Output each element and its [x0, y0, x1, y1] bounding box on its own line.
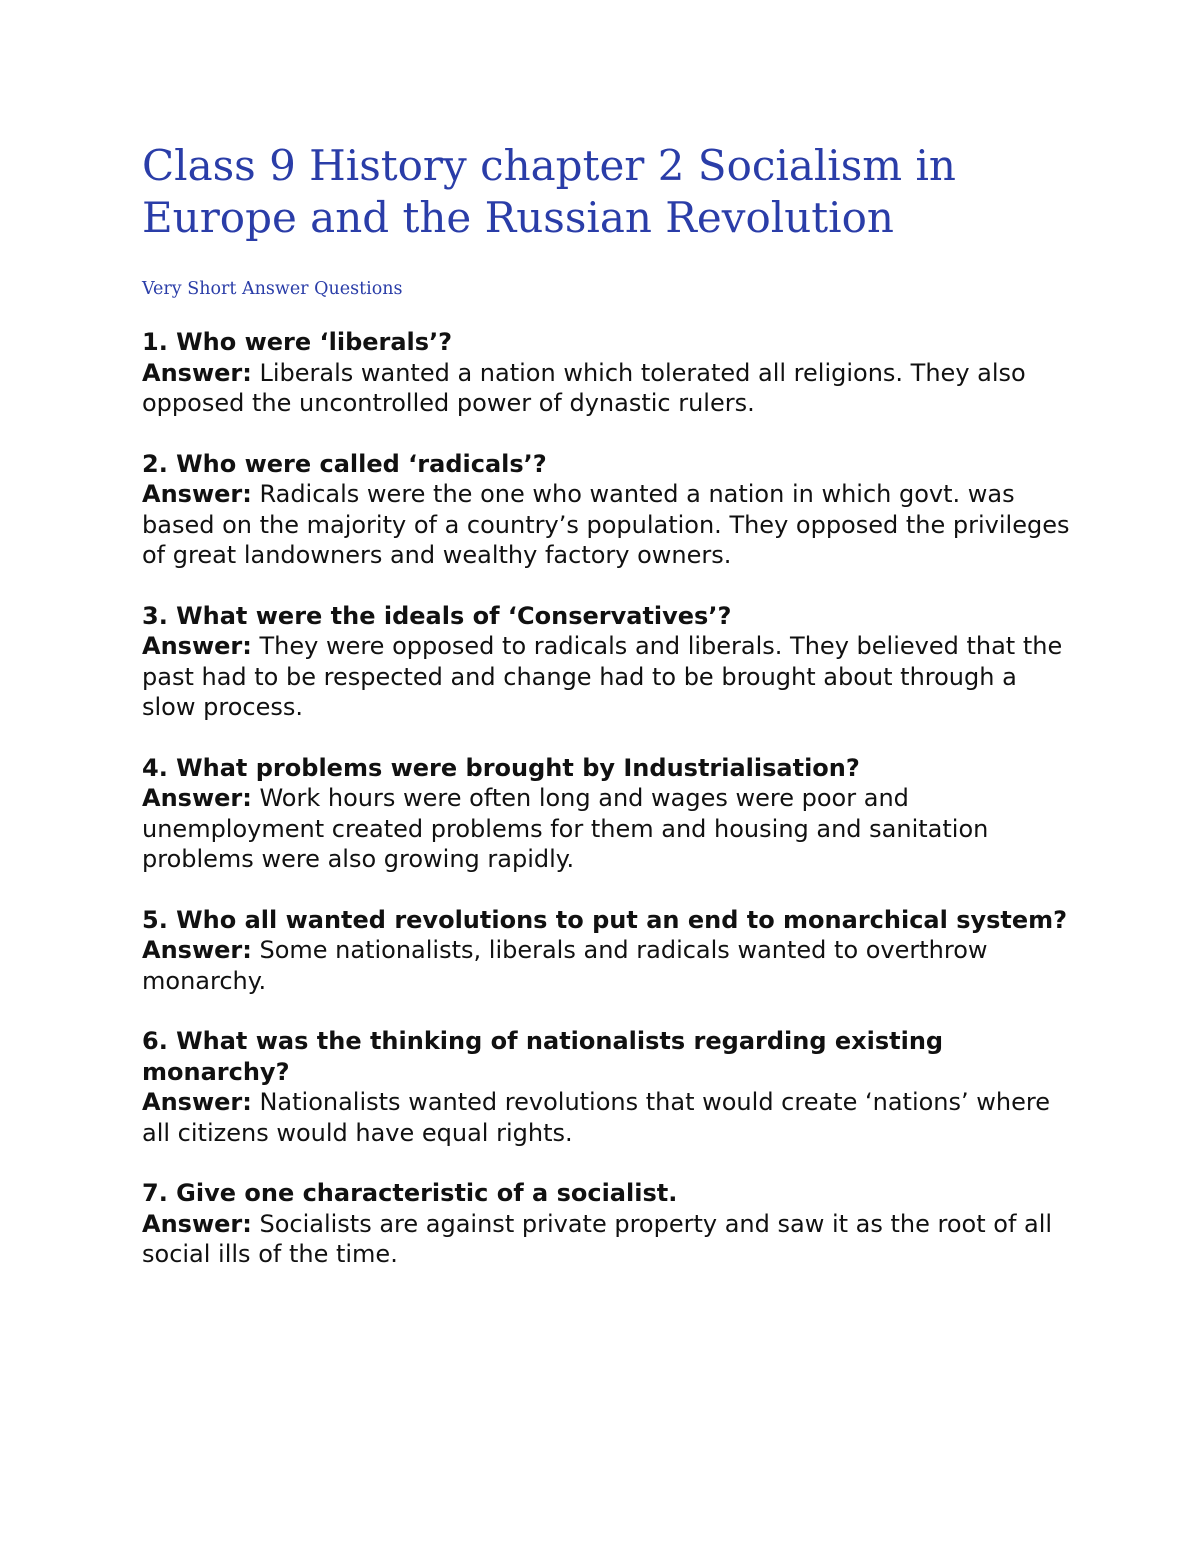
- qa-item: [142, 449, 1072, 571]
- qa-item: [142, 601, 1072, 723]
- question: 7. Give one characteristic of a socialist.: [142, 1179, 678, 1207]
- answer-text: Liberals wanted a nation which tolerated all religions. They also opposed the uncontrolled power of dynastic rulers.: [142, 358, 1026, 417]
- question: 6. What was the thinking of nationalists regarding existing monarchy?: [142, 1027, 944, 1086]
- answer-text: They were opposed to radicals and liberals. They believed that the past had to be respected and change had to be brought about through a slow process.: [142, 632, 1063, 721]
- qa-item: [142, 1178, 1072, 1270]
- answer: [142, 358, 1072, 419]
- answer-label: Answer:: [142, 632, 252, 660]
- answer-label: Answer:: [142, 1209, 252, 1238]
- answer-label: Answer:: [142, 936, 252, 964]
- answer-text: Work hours were often long and wages were poor and unemployment created problems for them and housing and sanitation problems were also growing rapidly.: [142, 784, 989, 873]
- answer-label: Answer:: [142, 784, 252, 812]
- answer-label: Answer:: [142, 480, 252, 508]
- answer: [142, 935, 1072, 996]
- answer: [142, 479, 1072, 571]
- answer: [142, 1087, 1072, 1148]
- document-page: [142, 140, 1072, 1300]
- question: 2. Who were called ‘radicals’?: [142, 449, 547, 478]
- section-subtitle: Very Short Answer Questions: [142, 279, 403, 299]
- answer-text: Radicals were the one who wanted a nation in which govt. was based on the majority of a country’s population. They opposed the privileges of great landowners and wealthy factory owners.: [142, 480, 1070, 569]
- question: 1. Who were ‘liberals’?: [142, 328, 453, 356]
- answer: [142, 1209, 1072, 1270]
- qa-item: [142, 1026, 1072, 1148]
- answer-text: Some nationalists, liberals and radicals wanted to overthrow monarchy.: [142, 936, 988, 995]
- answer-text: Socialists are against private property and saw it as the root of all social ills of the time.: [142, 1209, 1053, 1268]
- answer: [142, 783, 1072, 875]
- question: 4. What problems were brought by Industrialisation?: [142, 753, 860, 782]
- qa-list: [142, 327, 1072, 1270]
- qa-item: [142, 327, 1072, 419]
- question: 3. What were the ideals of ‘Conservatives’?: [142, 601, 732, 630]
- answer-text: Nationalists wanted revolutions that would create ‘nations’ where all citizens would have equal rights.: [142, 1088, 1050, 1147]
- qa-item: [142, 905, 1072, 997]
- document-title: Class 9 History chapter 2 Socialism in Europe and the Russian Revolution: [142, 141, 956, 242]
- qa-item: [142, 753, 1072, 875]
- answer-label: Answer:: [142, 1088, 252, 1116]
- answer-label: Answer:: [142, 358, 252, 387]
- answer: [142, 631, 1072, 723]
- question: 5. Who all wanted revolutions to put an end to monarchical system?: [142, 905, 1068, 934]
